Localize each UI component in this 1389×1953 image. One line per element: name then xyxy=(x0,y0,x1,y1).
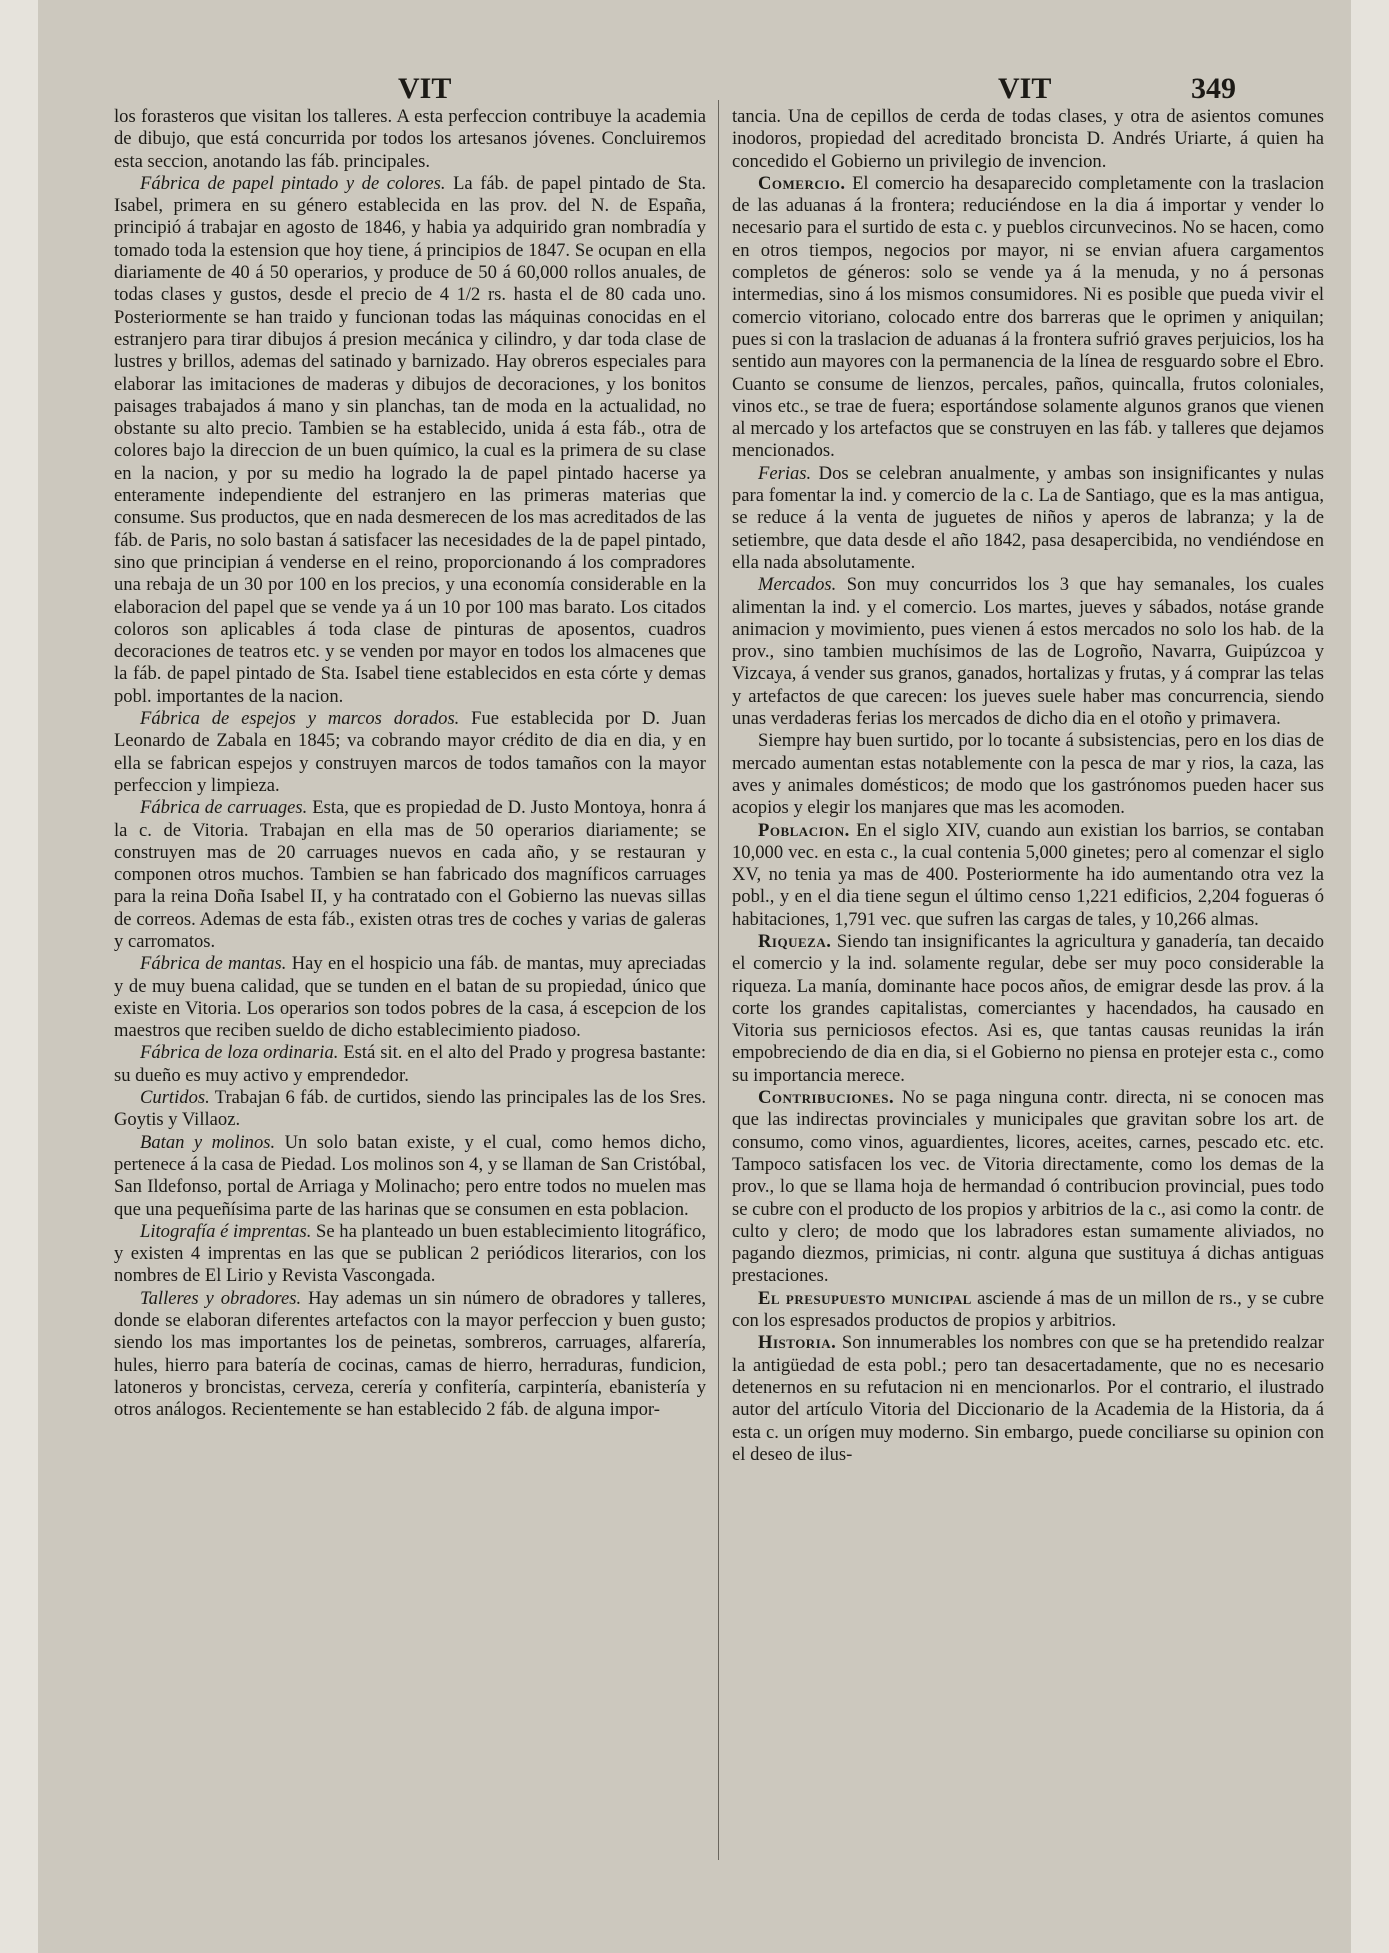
paragraph xyxy=(114,708,706,797)
section-lead: Fábrica de espejos y marcos dorados. xyxy=(140,708,460,730)
section-lead: Mercados. xyxy=(758,574,837,596)
section-lead: Fábrica de mantas. xyxy=(140,953,287,975)
paragraph-text: Son muy concurridos los 3 que hay semanales, los cuales alimentan la ind. y el comercio. Los martes, jueves y sábados, notáse grande animacion y movimiento, pues vienen á estos mercados no solo los hab. de la prov., sino tambien muchísimos de las de Logroño, Navarra, Guipúzcoa y Vizcaya, á vender sus granos, ganados, hortalizas y frutas, y á comprar las telas y artefactos de que carecen: los jueves suele haber mas concurrencia, siendo unas verdaderas ferias los mercados de dicho dia en el otoño y primavera. xyxy=(732,574,1324,730)
paragraph-text: Dos se celebran anualmente, y ambas son insignificantes y nulas para fomentar la ind. y comercio de la c. La de Santiago, que es la mas antigua, se reduce á la venta de juguetes de niños y aperos de labranza; y la de setiembre, que data desde el año 1842, pasa desapercibida, no vendiéndose en ella nada absolutamente. xyxy=(732,462,1324,573)
paragraph-text: asciende á mas de un millon de rs., y se cubre con los espresados productos de propios y arbitrios. xyxy=(732,1287,1324,1332)
column-divider xyxy=(718,100,719,1860)
paragraph xyxy=(732,820,1324,931)
paragraph-text: Hay en el hospicio una fáb. de mantas, muy apreciadas y de muy buena calidad, que se tunden en el batan de su propiedad, único que existe en Vitoria. Los operarios son todos pobres de la casa, á escepcion de los maestros que reciben sueldo de dicho establecimiento piadoso. xyxy=(114,953,706,1042)
paragraph xyxy=(114,797,706,953)
paragraph-text: Se ha planteado un buen establecimiento litográfico, y existen 4 imprentas en las que se publican 2 periódicos literarios, con los nombres de El Lirio y Revista Vascongada. xyxy=(114,1220,706,1287)
page-number: 349 xyxy=(1191,72,1236,105)
paragraph-text: Un solo batan existe, y el cual, como hemos dicho, pertenece á la casa de Piedad. Los molinos son 4, y se llaman de San Cristóbal, San Ildefonso, portal de Arriaga y Molinacho; pero entre todos no muelen mas que una pequeñísima parte de las harinas que se consumen en esta poblacion. xyxy=(114,1131,706,1220)
paragraph xyxy=(114,1288,706,1422)
paragraph xyxy=(732,1332,1324,1466)
paragraph xyxy=(732,1087,1324,1288)
paragraph-text: tancia. Una de cepillos de cerda de todas clases, y otra de asientos comunes inodoros, propiedad del acreditado broncista D. Andrés Uriarte, á quien ha concedido el Gobierno un privilegio de invencion. xyxy=(732,106,1324,172)
paragraph xyxy=(114,106,706,173)
paragraph-text: La fáb. de papel pintado de Sta. Isabel, primera en su género establecida en las prov. del N. de España, principió á trabajar en agosto de 1846, y habia ya adquirido gran nombradía y tomado toda la estension que hoy tiene, á principios de 1847. Se ocupan en ella diariamente de 40 á 50 operarios, y produce de 50 á 60,000 rollos anuales, de todas clases y gustos, desde el precio de 4 1/2 rs. hasta el de 80 cada uno. Posteriormente se han traido y funcionan todas las máquinas conocidas en el estranjero para tirar dibujos á presion mecánica y cilindro, y dar toda clase de lustres y brillos, ademas del satinado y barnizado. Hay obreros especiales para elaborar las imitaciones de maderas y dibujos de decoraciones, y los bonitos paisages trabajados á mano y sin planchas, tan de moda en la actualidad, no obstante su alto precio. Tambien se ha establecido, unida á esta fáb., otra de colores bajo la direccion de un buen químico, la cual es la primera de su clase en la nacion, y por su medio ha logrado la de papel pintado hacerse ya enteramente independiente del estranjero en las primeras materias que consume. Sus productos, que en nada desmerecen de los mas acreditados de las fáb. de Paris, no solo bastan á satisfacer las necesidades de la de papel pintado, sino que principian á venderse en el reino, proporcionando á los compradores una rebaja de un 30 por 100 en los precios, y una economía considerable en la elaboracion del papel que se vende ya á un 10 por 100 mas barato. Los citados coloros son aplicables á toda clase de pinturas de aposentos, cuadros decoraciones de teatros etc. y se venden por mayor en todos los almacenes que la fáb. de papel pintado de Sta. Isabel tiene establecidos en esta córte y demas pobl. importantes de la nacion. xyxy=(114,172,707,707)
section-lead: Talleres y obradores. xyxy=(140,1287,302,1309)
paragraph-text: los forasteros que visitan los talleres. A esta perfeccion contribuye la academia de dibujo, que está concurrida por todos los artesanos jóvenes. Concluiremos esta seccion, anotando las fáb. principales. xyxy=(114,106,706,172)
section-lead: Historia. xyxy=(758,1332,837,1354)
paragraph-text: Esta, que es propiedad de D. Justo Montoya, honra á la c. de Vitoria. Trabajan en ella mas de 50 operarios diariamente; se construyen mas de 20 carruages nuevos en cada año, y se restauran y componen otros muchos. Tambien se han fabricado dos magníficos carruages para la reina Doña Isabel II, y ha contratado con el Gobierno las nuevas sillas de correos. Ademas de esta fáb., existen otras tres de coches y varias de galeras y carromatos. xyxy=(114,797,706,952)
paragraph xyxy=(114,1042,706,1087)
section-lead: Batan y molinos. xyxy=(140,1131,276,1153)
paragraph-text: No se paga ninguna contr. directa, ni se conocen mas que las indirectas provinciales y municipales que gravitan sobre los art. de consumo, como vinos, aguardientes, licores, aceites, carnes, pescado etc. etc. Tampoco satisfacen los vec. de Vitoria directamente, como los demas de la prov., lo que se llama hoja de hermandad ó contribucion provincial, pues todo se cubre con el producto de los propios y arbitrios de la c., asi como la contr. de culto y clero; de modo que los labradores estan sumamente aliviados, no pagando diezmos, primicias, ni contr. alguna que sustituya á dichas antiguas prestaciones. xyxy=(732,1087,1324,1287)
section-lead: Litografía é imprentas. xyxy=(140,1220,312,1242)
paragraph xyxy=(732,730,1324,819)
paragraph-text: El comercio ha desaparecido completamente con la traslacion de las aduanas á la frontera; reduciéndose en la dia á importar y vender lo necesario para el surtido de esta c. y pueblos circunvecinos. No se hacen, como en otros tiempos, negocios por mayor, ni se envian afuera cargamentos completos de géneros: solo se vende ya á la menuda, y no á personas intermedias, sino á los mismos consumidores. Ni es posible que pueda vivir el comercio vitoriano, colocado entre dos barreras que le oprimen y aniquilan; pues si con la traslacion de aduanas á la frontera sufrió graves perjuicios, los ha sentido aun mayores con la permanencia de la línea de resguardo sobre el Ebro. Cuanto se consume de lienzos, percales, paños, quincalla, frutos coloniales, vinos etc., se trae de fuera; esportándose solamente algunos granos que vienen al mercado y los artefactos que se construyen en las fáb. y talleres que dejamos mencionados. xyxy=(732,172,1324,462)
paragraph-text: Siempre hay buen surtido, por lo tocante á subsistencias, pero en los dias de mercado aumentan estas notablemente con la pesca de mar y rios, la caza, las aves y animales domésticos; de modo que los gastrónomos pueden hacer sus acopios y elegir los manjares que mas les acomoden. xyxy=(732,730,1324,819)
paragraph xyxy=(732,463,1324,574)
paragraph xyxy=(732,931,1324,1087)
paragraph xyxy=(114,1087,706,1132)
paragraph-text: Hay ademas un sin número de obradores y talleres, donde se elaboran diferentes artefactos con la mayor perfeccion y buen gusto; siendo los mas importantes los de peinetas, sombreros, carruages, alfarería, hules, hierro para batería de cocinas, camas de hierro, herraduras, fundicion, latoneros y broncistas, cerveza, cerería y confitería, carpintería, ebanistería y otros análogos. Recientemente se han establecido 2 fáb. de alguna impor- xyxy=(114,1287,706,1421)
paragraph xyxy=(114,1221,706,1288)
paragraph xyxy=(114,953,706,1042)
section-lead: Riqueza. xyxy=(758,930,832,952)
section-lead: Ferias. xyxy=(758,462,812,484)
paragraph xyxy=(732,1288,1324,1333)
paragraph xyxy=(732,106,1324,173)
left-running-head: VIT xyxy=(398,72,452,105)
section-lead: Poblacion. xyxy=(758,819,850,841)
left-text-column xyxy=(114,106,706,1422)
paragraph xyxy=(732,574,1324,730)
section-lead: Fábrica de loza ordinaria. xyxy=(140,1042,339,1064)
right-text-column xyxy=(732,106,1324,1466)
paragraph xyxy=(114,1132,706,1221)
section-lead: Fábrica de papel pintado y de colores. xyxy=(140,172,446,194)
paragraph xyxy=(732,173,1324,463)
paragraph-text: Fue establecida por D. Juan Leonardo de Zabala en 1845; va cobrando mayor crédito de dia en dia, y en ella se fabrican espejos y construyen marcos de todos tamaños con la mayor perfeccion y limpieza. xyxy=(114,708,706,796)
paragraph-text: Siendo tan insignificantes la agricultura y ganadería, tan decaido el comercio y la ind. solamente regular, debe ser muy poco considerable la riqueza. La manía, dominante hace pocos años, de emigrar desde las prov. á la corte los grandes capitalistas, comerciantes y hacendados, ha causado en Vitoria sus perniciosos efectos. Asi es, que tantas causas reunidas la irán empobreciendo de dia en dia, si el Gobierno no piensa en protejer esta c., como su importancia merece. xyxy=(732,930,1324,1086)
paragraph-text: Está sit. en el alto del Prado y progresa bastante: su dueño es muy activo y emprendedor. xyxy=(114,1042,706,1086)
paragraph-text: Son innumerables los nombres con que se ha pretendido realzar la antigüedad de esta pobl.; pero tan desacertadamente, que no es necesario detenernos en su refutacion ni en mencionarlos. Por el contrario, el ilustrado autor del artículo Vitoria del Diccionario de la Academia de la Historia, da á esta c. un orígen muy moderno. Sin embargo, puede conciliarse su opinion con el deseo de ilus- xyxy=(732,1332,1324,1465)
section-lead: Fábrica de carruages. xyxy=(140,797,308,819)
section-lead: El presupuesto municipal xyxy=(758,1287,972,1309)
paragraph-text: En el siglo XIV, cuando aun existian los barrios, se contaban 10,000 vec. en esta c., la cual contenia 5,000 ginetes; pero al comenzar el siglo XV, no tenia ya mas de 400. Posteriormente ha ido aumentando otra vez la pobl., y en el dia tiene segun el último censo 1,221 edificios, 2,204 fogueras ó habitaciones, 1,791 vec. que sufren las cargas de tales, y 10,266 almas. xyxy=(732,819,1324,930)
right-running-head: VIT xyxy=(998,72,1052,105)
section-lead: Contribuciones. xyxy=(758,1087,895,1109)
paragraph-text: Trabajan 6 fáb. de curtidos, siendo las principales las de los Sres. Goytis y Villaoz. xyxy=(114,1087,706,1131)
paragraph xyxy=(114,173,706,708)
section-lead: Curtidos. xyxy=(140,1087,210,1109)
section-lead: Comercio. xyxy=(758,172,846,194)
